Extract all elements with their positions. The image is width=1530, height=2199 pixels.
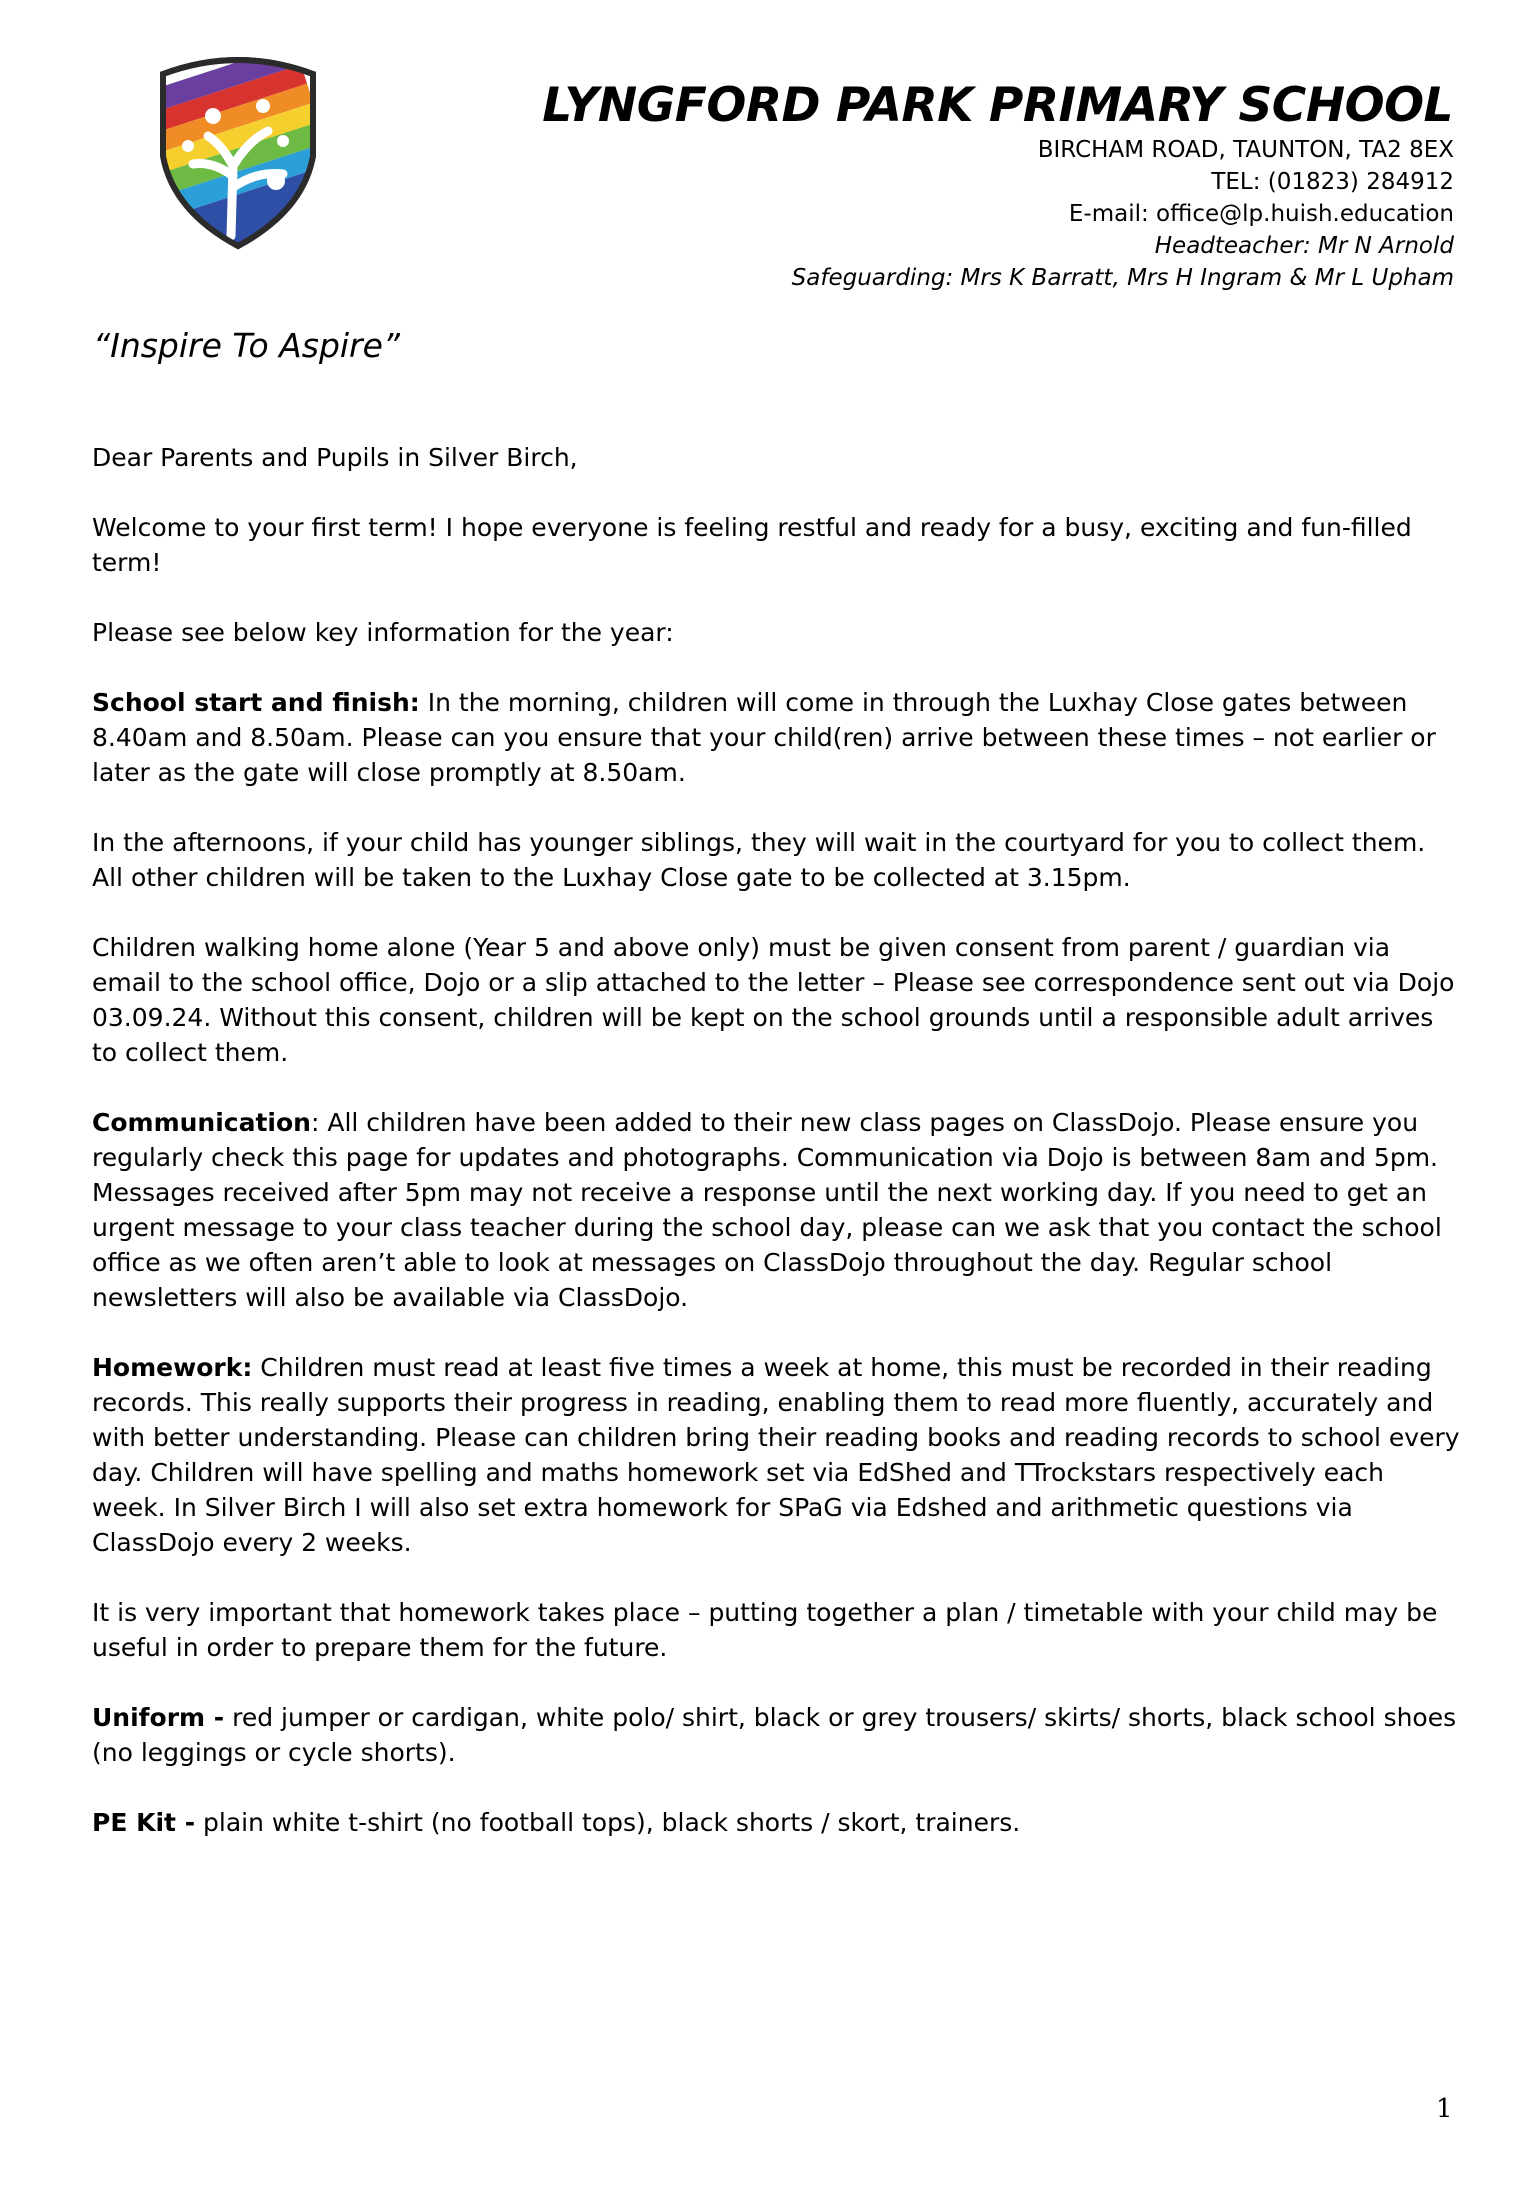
pe-kit-text: plain white t-shirt (no football tops), black shorts / skort, trainers.: [195, 1808, 1021, 1837]
school-email: E-mail: office@lp.huish.education: [1068, 201, 1454, 227]
homework-text: Children must read at least five times a week at home, this must be recorded in their reading records. This really supports their progress in reading, enabling them to read more fluently, accurately and with better understanding. Please can children bring their reading books and reading records to school every day. Children will have spelling and maths homework set via EdShed and TTrockstars respectively each week. In Silver Birch I will also set extra homework for SPaG via Edshed and arithmetic questions via ClassDojo every 2 weeks.: [92, 1353, 1460, 1557]
school-telephone: TEL: (01823) 284912: [1211, 169, 1454, 195]
communication-heading: Communication: [92, 1108, 311, 1137]
homework-heading: Homework:: [92, 1353, 253, 1382]
school-motto: “Inspire To Aspire”: [93, 326, 401, 365]
homework-importance-paragraph: It is very important that homework takes place – putting together a plan / timetable with your child may be useful in order to prepare them for the future.: [92, 1598, 1438, 1662]
communication-paragraph: [92, 1105, 1462, 1315]
communication-text: : All children have been added to their new class pages on ClassDojo. Please ensure you regularly check this page for updates and photographs. Communication via Dojo is between 8am and 5pm. Messages received after 5pm may not receive a response until the next working day. If you need to get an urgent message to your class teacher during the school day, please can we ask that you contact the school office as we often aren’t able to look at messages on ClassDojo throughout the day. Regular school newsletters will also be available via ClassDojo.: [92, 1108, 1442, 1312]
uniform-heading: Uniform -: [92, 1703, 225, 1732]
page-number: 1: [1436, 2094, 1453, 2124]
start-finish-paragraph: [92, 685, 1462, 790]
walking-home-paragraph: Children walking home alone (Year 5 and above only) must be given consent from parent / guardian via email to the school office, Dojo or a slip attached to the letter – Please see correspondence sent out via Dojo 03.09.24. Without this consent, children will be kept on the school grounds until a responsible adult arrives to collect them.: [92, 933, 1455, 1067]
uniform-text: red jumper or cardigan, white polo/ shirt, black or grey trousers/ skirts/ shorts, black school shoes (no leggings or cycle shorts).: [92, 1703, 1457, 1767]
contact-block: [792, 134, 1454, 294]
uniform-paragraph: [92, 1700, 1462, 1770]
headteacher-name: Headteacher: Mr N Arnold: [1154, 233, 1454, 259]
salutation: Dear Parents and Pupils in Silver Birch,: [92, 443, 578, 472]
start-finish-text: In the morning, children will come in through the Luxhay Close gates between 8.40am and 8.50am. Please can you ensure that your child(ren) arrive between these times – not earlier or later as the gate will close promptly at 8.50am.: [92, 688, 1436, 787]
pe-kit-paragraph: [92, 1805, 1462, 1840]
homework-paragraph: [92, 1350, 1462, 1560]
start-finish-heading: School start and finish:: [92, 688, 420, 717]
school-address: BIRCHAM ROAD, TAUNTON, TA2 8EX: [1037, 137, 1454, 163]
intro-paragraph: Welcome to your first term! I hope everyone is feeling restful and ready for a busy, exciting and fun-filled term!: [92, 513, 1412, 577]
letter-body: [92, 440, 1462, 1875]
pe-kit-heading: PE Kit -: [92, 1808, 196, 1837]
school-crest-logo: [153, 46, 323, 252]
safeguarding-leads: Safeguarding: Mrs K Barratt, Mrs H Ingram & Mr L Upham: [791, 265, 1454, 291]
school-name: LYNGFORD PARK PRIMARY SCHOOL: [542, 78, 1453, 133]
key-info-paragraph: Please see below key information for the year:: [92, 618, 674, 647]
afternoons-paragraph: In the afternoons, if your child has younger siblings, they will wait in the courtyard for you to collect them. All other children will be taken to the Luxhay Close gate to be collected at 3.15pm.: [92, 828, 1426, 892]
